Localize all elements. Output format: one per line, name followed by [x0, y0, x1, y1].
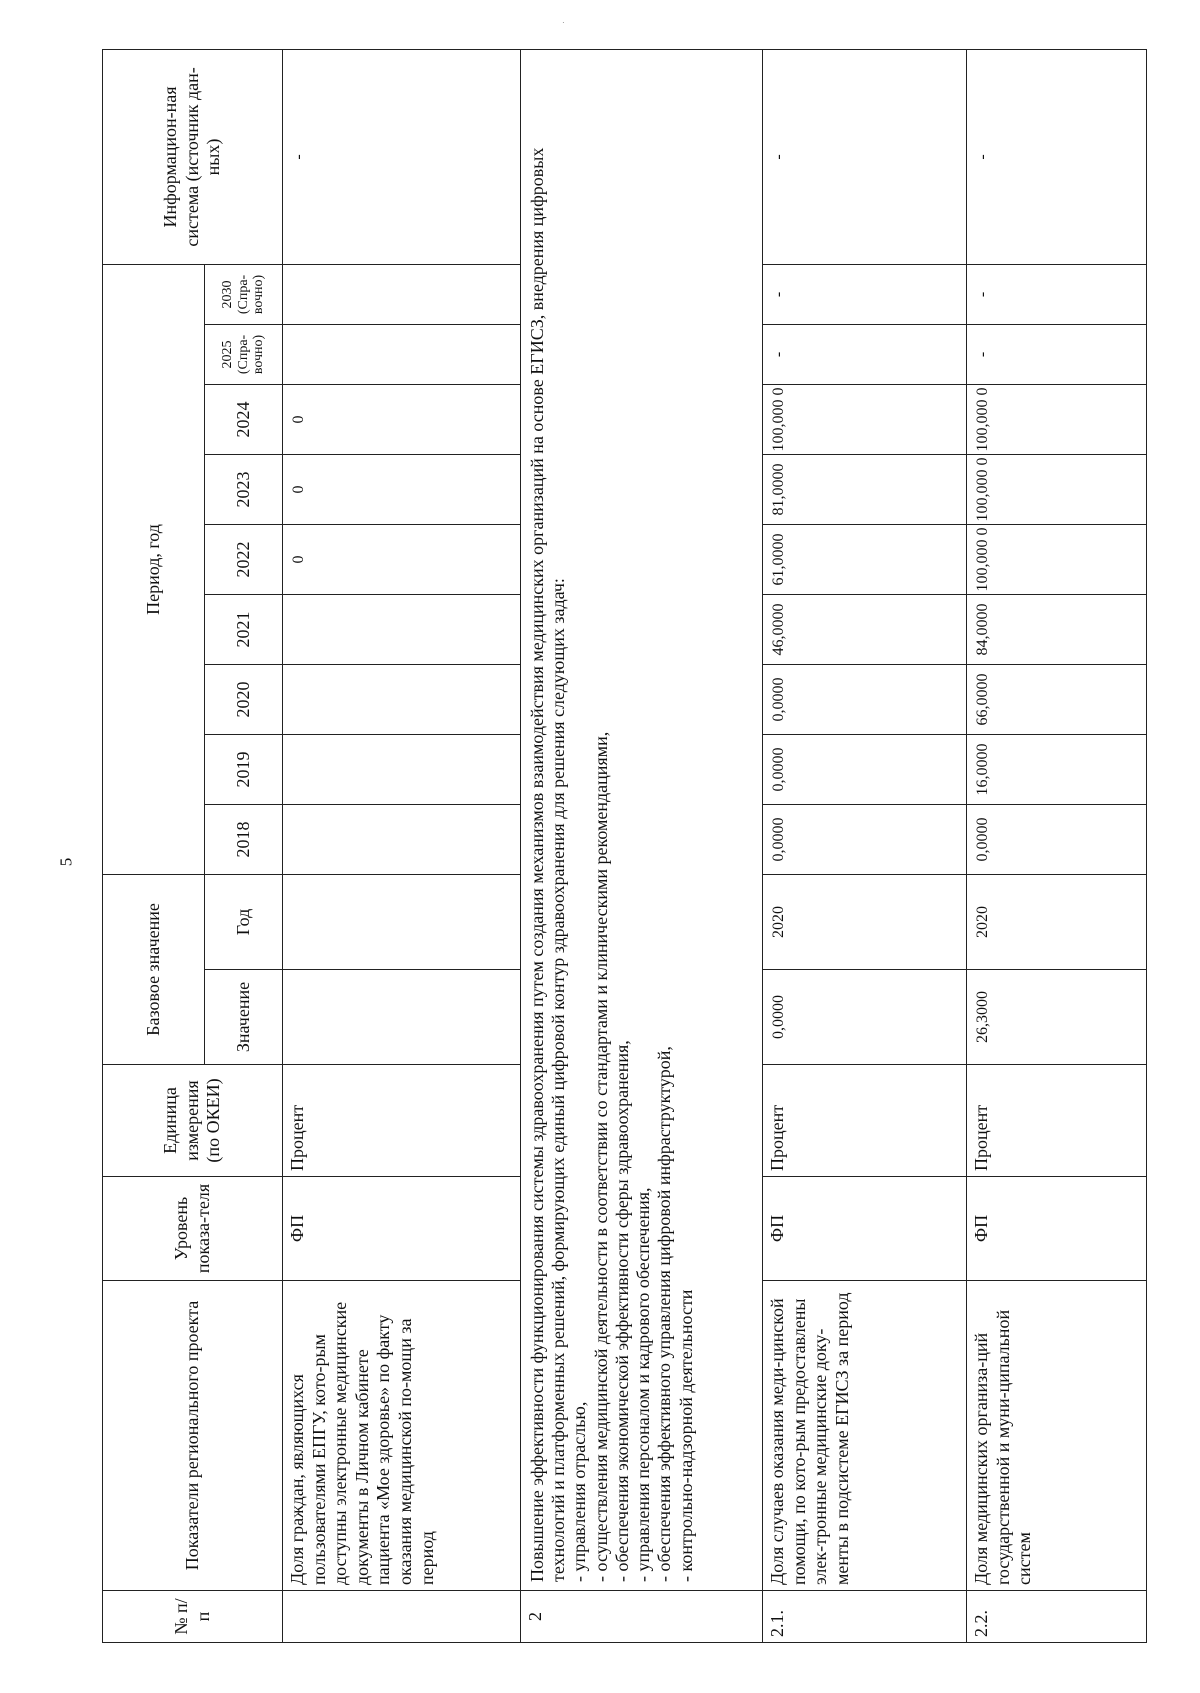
- row-level: ФП: [283, 1177, 521, 1281]
- table-row: [283, 49, 521, 1642]
- goal-line: Повышение эффективности функционирования системы здравоохранения путем создания механизмов взаимодействия медицинских организаций на основе ЕГИСЗ, внедрения цифровых технологий и платформенных решений, формирующих единый цифровой контур здравоохранения для решения следующих задач:: [527, 147, 569, 1582]
- row-value: [283, 324, 521, 384]
- header-period: Период, год: [103, 264, 205, 874]
- row-value: 100,000 0: [763, 384, 967, 454]
- row-base-value: 26,3000: [967, 970, 1147, 1065]
- row-value: 100,000 0: [967, 524, 1147, 594]
- goal-line: - осуществления медицинской деятельности в соответствии со стандартами и клиническими рекомендациями,: [590, 731, 611, 1582]
- row-info: -: [967, 49, 1147, 264]
- row-value: 0,0000: [967, 804, 1147, 874]
- row-base-year: 2020: [763, 874, 967, 969]
- row-level: ФП: [967, 1177, 1147, 1281]
- row-base-year: [283, 874, 521, 969]
- row-info: -: [763, 49, 967, 264]
- row-value: -: [763, 264, 967, 324]
- row-info: -: [283, 49, 521, 264]
- header-base-year: Год: [205, 874, 283, 969]
- row-value: -: [967, 324, 1147, 384]
- row-num: [283, 1591, 521, 1643]
- goal-row: [521, 49, 763, 1642]
- header-level: Уровень показа-теля: [103, 1177, 283, 1281]
- corner-mark: ·: [562, 18, 565, 27]
- row-unit: Процент: [967, 1065, 1147, 1177]
- header-year: 2022: [205, 524, 283, 594]
- row-value: 81,0000: [763, 454, 967, 524]
- row-value: 100,000 0: [967, 384, 1147, 454]
- row-value: 0,0000: [763, 664, 967, 734]
- row-name: Доля случаев оказания меди-цинской помощи, по кото-рым предоставлены элек-тронные медицинские доку-менты в подсистеме ЕГИСЗ за период: [763, 1281, 967, 1591]
- header-num: № п/п: [103, 1591, 283, 1643]
- header-unit: Единица измерения (по ОКЕИ): [103, 1065, 283, 1177]
- header-row-1: [103, 49, 205, 1642]
- row-num: 2.1.: [763, 1591, 967, 1643]
- row-value: 61,0000: [763, 524, 967, 594]
- row-value: -: [763, 324, 967, 384]
- header-name: Показатели регионального проекта: [103, 1281, 283, 1591]
- row-value: 100,000 0: [967, 454, 1147, 524]
- row-value: [283, 264, 521, 324]
- row-value: 46,0000: [763, 594, 967, 664]
- goal-line: - обеспечения эффективного управления цифровой инфраструктурой,: [654, 1046, 675, 1582]
- header-year: 2024: [205, 384, 283, 454]
- header-year: 2021: [205, 594, 283, 664]
- row-value: 0: [283, 524, 521, 594]
- row-value: [283, 734, 521, 804]
- row-name: Доля граждан, являющихся пользователями ЕПГУ, кото-рым доступны электронные медицинские документы в Личном кабинете пациента «Мое здоровье» по факту оказания медицинской по-мощи за период: [283, 1281, 521, 1591]
- row-level: ФП: [763, 1177, 967, 1281]
- row-value: [283, 664, 521, 734]
- row-base-value: [283, 970, 521, 1065]
- row-value: 0: [283, 454, 521, 524]
- row-base-value: 0,0000: [763, 970, 967, 1065]
- goal-text: [521, 49, 763, 1590]
- goal-line: - контрольно-надзорной деятельности: [675, 1289, 696, 1582]
- header-year: 2025 (Спра-вочно): [205, 324, 283, 384]
- row-value: -: [967, 264, 1147, 324]
- row-base-year: 2020: [967, 874, 1147, 969]
- row-unit: Процент: [283, 1065, 521, 1177]
- row-value: 84,0000: [967, 594, 1147, 664]
- row-value: 0,0000: [763, 734, 967, 804]
- goal-line: - управления персоналом и кадрового обеспечения,: [633, 1187, 654, 1582]
- header-year: 2023: [205, 454, 283, 524]
- table-row: [967, 49, 1147, 1642]
- page-number: 5: [56, 857, 76, 867]
- row-value: [283, 594, 521, 664]
- row-num: 2.2.: [967, 1591, 1147, 1643]
- header-year: 2030 (Спра-вочно): [205, 264, 283, 324]
- row-value: 16,0000: [967, 734, 1147, 804]
- header-year: 2019: [205, 734, 283, 804]
- goal-num: 2: [521, 1591, 763, 1643]
- header-year: 2018: [205, 804, 283, 874]
- row-unit: Процент: [763, 1065, 967, 1177]
- row-value: [283, 804, 521, 874]
- header-base: Базовое значение: [103, 874, 205, 1064]
- table-row: [763, 49, 967, 1642]
- header-base-value: Значение: [205, 970, 283, 1065]
- row-value: 0: [283, 384, 521, 454]
- goal-line: - управления отраслью,: [569, 1401, 590, 1582]
- goal-line: - обеспечения экономической эффективности сферы здравоохранения,: [611, 1040, 632, 1582]
- row-name: Доля медицинских организа-ций государственной и муни-ципальной систем: [967, 1281, 1147, 1591]
- row-value: 66,0000: [967, 664, 1147, 734]
- header-year: 2020: [205, 664, 283, 734]
- header-info: Информацион-ная система (источник дан-ных): [103, 49, 283, 264]
- row-value: 0,0000: [763, 804, 967, 874]
- rotated-page: [102, 50, 1146, 1643]
- indicators-table: [102, 49, 1147, 1643]
